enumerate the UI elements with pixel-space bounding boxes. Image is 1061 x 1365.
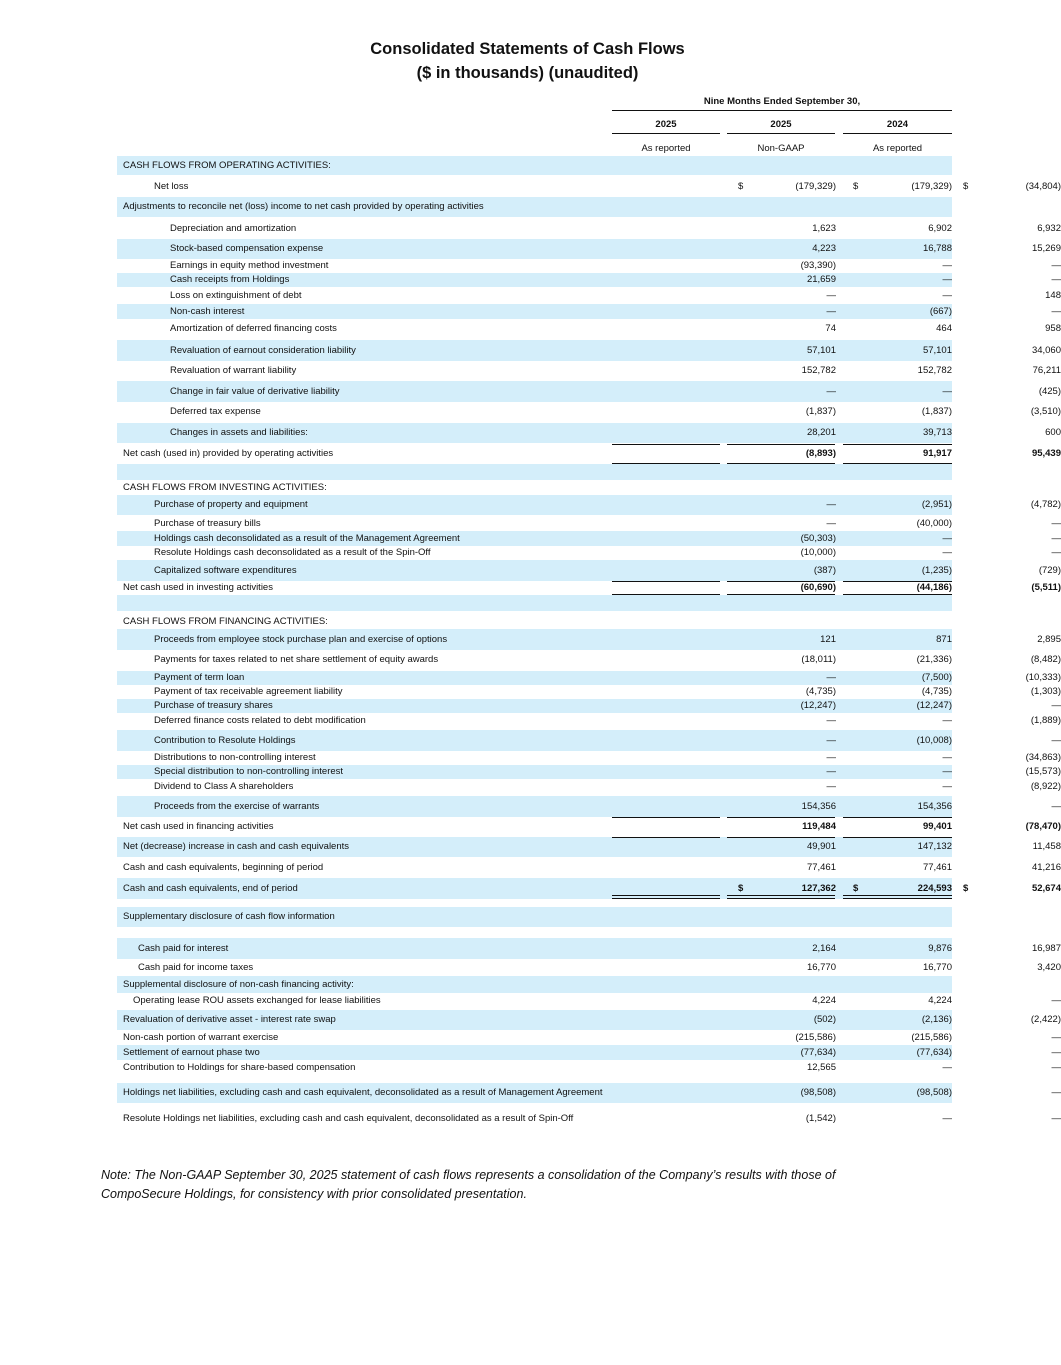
column-year-3: 2024 [886,119,909,130]
subtotal-rule [843,581,952,582]
table-row [117,361,1061,381]
row-label: Changes in assets and liabilities: [170,427,308,438]
column-year-1: 2025 [655,119,677,130]
value-cell: 127,362 [801,883,836,894]
value-cell: (50,303) [800,533,836,544]
value-cell: (98,508) [800,1087,836,1098]
value-cell: 15,269 [1031,243,1061,254]
spacer-row [117,464,952,480]
value-cell: — [1051,995,1061,1006]
row-label: Non-cash interest [170,306,245,317]
column-basis-1: As reported [641,143,691,154]
row-label: Amortization of deferred financing costs [170,323,337,334]
value-cell: (77,634) [916,1047,952,1058]
row-label: Cash paid for income taxes [138,962,254,973]
table-row [117,273,1061,287]
row-label: Distributions to non-controlling interest [154,752,316,763]
value-cell: 91,917 [922,448,952,459]
value-cell: (215,586) [795,1032,836,1043]
value-cell: 4,224 [812,995,836,1006]
row-label: Holdings net liabilities, excluding cash and cash equivalent, deconsolidated as a result of Management Agreement [123,1087,603,1098]
row-label: Revaluation of warrant liability [170,365,297,376]
period-underline [612,110,952,111]
table-row [117,907,952,927]
value-cell: 3,420 [1037,962,1061,973]
value-cell: 464 [936,323,952,334]
table-row [117,837,1061,857]
value-cell: (60,690) [800,582,836,593]
value-cell: — [942,752,952,763]
value-cell: (18,011) [801,654,836,665]
value-cell: — [826,386,836,397]
row-label: Net (decrease) increase in cash and cash equivalents [123,841,350,852]
row-label: Net loss [154,181,189,192]
table-row [117,531,1061,546]
value-cell: 77,461 [922,862,952,873]
value-cell: (15,573) [1025,766,1061,777]
value-cell: 119,484 [802,821,836,832]
table-row [117,197,952,217]
value-cell: (502) [813,1014,836,1025]
value-cell: 4,224 [928,995,952,1006]
column-year-1-underline [612,133,720,134]
value-cell: (34,804) [1025,181,1061,192]
table-row [117,817,1061,837]
table-row [117,560,1061,581]
table-row [117,796,1061,817]
value-cell: 958 [1045,323,1061,334]
value-cell: (4,735) [921,686,952,697]
row-label: Proceeds from the exercise of warrants [154,801,320,812]
value-cell: 57,101 [922,345,952,356]
value-cell: (10,333) [1025,672,1061,683]
table-row [117,629,1061,650]
row-label: Payment of tax receivable agreement liability [154,686,343,697]
table-row [117,319,1061,339]
value-cell: (5,511) [1031,582,1061,593]
row-label: Special distribution to non-controlling interest [154,766,344,777]
row-label: CASH FLOWS FROM INVESTING ACTIVITIES: [123,482,327,493]
table-row [117,858,1061,878]
table-row [117,1045,1061,1060]
value-cell: — [942,781,952,792]
value-cell: — [942,766,952,777]
row-label: Purchase of property and equipment [154,499,308,510]
row-label: Capitalized software expenditures [154,565,297,576]
row-label: Revaluation of derivative asset - interest rate swap [123,1014,336,1025]
subtotal-rule [727,817,835,818]
row-label: Non-cash portion of warrant exercise [123,1032,279,1043]
row-label: Depreciation and amortization [170,223,297,234]
value-cell: — [1051,801,1061,812]
table-row [117,713,1061,729]
value-cell: 28,201 [806,427,836,438]
value-cell: — [1051,735,1061,746]
value-cell: 154,356 [917,801,952,812]
value-cell: — [1051,1062,1061,1073]
table-row [117,1010,1061,1030]
value-cell: — [826,781,836,792]
value-cell: — [826,766,836,777]
value-cell: (40,000) [916,518,952,529]
row-label: Change in fair value of derivative liability [170,386,340,397]
subtotal-rule [612,817,720,818]
value-cell: (77,634) [800,1047,836,1058]
value-cell: — [942,1062,952,1073]
value-cell: (98,508) [916,1087,952,1098]
subtotal-rule [727,837,835,838]
value-cell: 121 [820,634,836,645]
value-cell: (215,586) [911,1032,952,1043]
row-label: Earnings in equity method investment [170,260,329,271]
table-row [117,480,952,495]
table-row [117,938,1061,959]
row-label: Payments for taxes related to net share settlement of equity awards [154,654,439,665]
value-cell: — [1051,518,1061,529]
currency-symbol: $ [963,883,969,894]
table-row [117,615,952,629]
value-cell: (78,470) [1025,821,1061,832]
currency-symbol: $ [738,883,744,894]
value-cell: 99,401 [922,821,952,832]
table-row [117,650,1061,670]
value-cell: — [1051,547,1061,558]
value-cell: 12,565 [806,1062,836,1073]
value-cell: — [1051,1032,1061,1043]
row-label: Adjustments to reconcile net (loss) income to net cash provided by operating activities [123,201,484,212]
value-cell: 16,770 [922,962,952,973]
value-cell: — [1051,1113,1061,1124]
footnote-line-1: Note: The Non-GAAP September 30, 2025 statement of cash flows represents a consolidation of the Company’s results with those of [101,1168,836,1182]
row-label: Operating lease ROU assets exchanged for lease liabilities [133,995,381,1006]
table-row [117,239,1061,259]
value-cell: 76,211 [1032,365,1061,376]
value-cell: 2,895 [1037,634,1061,645]
value-cell: 147,132 [917,841,952,852]
value-cell: (729) [1038,565,1061,576]
row-label: Resolute Holdings cash deconsolidated as a result of the Spin-Off [154,547,431,558]
value-cell: 52,674 [1031,883,1061,894]
table-row [117,156,952,175]
row-label: Contribution to Holdings for share-based compensation [123,1062,356,1073]
column-year-2-underline [727,133,835,134]
table-row [117,495,1061,515]
value-cell: (12,247) [800,700,836,711]
row-label: Loss on extinguishment of debt [170,290,302,301]
value-cell: 34,060 [1031,345,1061,356]
table-row [117,1083,1061,1103]
value-cell: (1,889) [1030,715,1061,726]
currency-symbol: $ [963,181,969,192]
table-row [117,699,1061,713]
value-cell: (8,482) [1030,654,1061,665]
table-row [117,1030,1061,1045]
value-cell: (8,922) [1030,781,1061,792]
column-basis-2: Non-GAAP [757,143,805,154]
value-cell: (1,235) [921,565,952,576]
statement-subtitle: ($ in thousands) (unaudited) [416,64,639,82]
footnote [101,1166,951,1204]
value-cell: (179,329) [795,181,836,192]
table-row [117,1060,1061,1075]
value-cell: 16,770 [806,962,836,973]
subtotal-rule [727,444,835,445]
row-label: Net cash (used in) provided by operating activities [123,448,334,459]
column-basis-3: As reported [872,143,923,154]
row-label: CASH FLOWS FROM FINANCING ACTIVITIES: [123,616,328,627]
table-row [117,685,1061,699]
table-row [117,671,1061,685]
row-label: Holdings cash deconsolidated as a result of the Management Agreement [154,533,460,544]
value-cell: — [826,518,836,529]
table-row [117,444,1061,464]
row-label: Dividend to Class A shareholders [154,781,294,792]
column-year-3-underline [843,133,952,134]
value-cell: — [826,752,836,763]
value-cell: — [826,715,836,726]
value-cell: (4,782) [1030,499,1061,510]
table-row [117,546,1061,560]
value-cell: 1,623 [812,223,836,234]
table-row [117,976,952,993]
value-cell: — [826,499,836,510]
value-cell: — [1051,1047,1061,1058]
value-cell: — [942,386,952,397]
value-cell: (3,510) [1030,406,1061,417]
value-cell: 95,439 [1031,448,1061,459]
footnote-line-2: CompoSecure Holdings, for consistency with prior consolidated presentation. [101,1187,527,1201]
value-cell: (12,247) [916,700,952,711]
value-cell: (179,329) [911,181,952,192]
currency-symbol: $ [853,181,859,192]
row-label: Purchase of treasury bills [154,518,261,529]
value-cell: (7,500) [921,672,952,683]
value-cell: — [826,735,836,746]
value-cell: (425) [1038,386,1061,397]
value-cell: 16,788 [922,243,952,254]
table-row [117,959,1061,976]
table-row [117,423,1061,443]
table-row [117,340,1061,361]
value-cell: — [942,290,952,301]
subtotal-rule [843,817,952,818]
column-year-2: 2025 [770,119,792,130]
subtotal-rule [843,444,952,445]
table-row [117,516,1061,531]
table-row [117,751,1061,765]
table-row [117,218,1061,239]
row-label: Cash and cash equivalents, beginning of period [123,862,324,873]
value-cell: 6,932 [1037,223,1061,234]
table-row [117,177,1061,197]
row-label: Cash paid for interest [138,943,229,954]
row-label: Cash receipts from Holdings [170,274,290,285]
spacer-row [117,595,952,611]
currency-symbol: $ [853,883,859,894]
value-cell: (2,136) [921,1014,952,1025]
value-cell: — [1051,260,1061,271]
row-label: CASH FLOWS FROM OPERATING ACTIVITIES: [123,160,331,171]
value-cell: — [942,260,952,271]
value-cell: (21,336) [916,654,952,665]
table-row [117,259,1061,273]
value-cell: — [942,274,952,285]
value-cell: (34,863) [1025,752,1061,763]
value-cell: 77,461 [806,862,836,873]
value-cell: (1,303) [1030,686,1061,697]
table-row [117,402,1061,422]
value-cell: 21,659 [806,274,836,285]
value-cell: (4,735) [805,686,836,697]
value-cell: 2,164 [812,943,836,954]
table-row [117,779,1061,795]
row-label: Proceeds from employee stock purchase plan and exercise of options [154,634,448,645]
value-cell: — [942,547,952,558]
value-cell: 16,987 [1031,943,1061,954]
value-cell: 600 [1045,427,1061,438]
value-cell: — [1051,1087,1061,1098]
spacer-row [117,1075,952,1083]
value-cell: 152,782 [917,365,952,376]
row-label: Cash and cash equivalents, end of period [123,883,298,894]
row-label: Purchase of treasury shares [154,700,273,711]
value-cell: 9,876 [928,943,952,954]
value-cell: 74 [825,323,836,334]
value-cell: 148 [1045,290,1061,301]
row-label: Net cash used in financing activities [123,821,274,832]
value-cell: 11,458 [1032,841,1061,852]
value-cell: (8,893) [805,448,836,459]
value-cell: — [942,715,952,726]
value-cell: — [942,533,952,544]
value-cell: — [826,306,836,317]
subtotal-rule [727,581,835,582]
table-row [117,730,1061,751]
value-cell: (387) [813,565,836,576]
value-cell: — [1051,700,1061,711]
value-cell: — [942,1113,952,1124]
value-cell: — [1051,306,1061,317]
value-cell: 57,101 [806,345,836,356]
value-cell: 39,713 [922,427,952,438]
table-row [117,993,1061,1009]
table-row [117,765,1061,779]
row-label: Stock-based compensation expense [170,243,324,254]
table-row [117,581,1061,595]
value-cell: 871 [936,634,952,645]
table-row [117,287,1061,304]
row-label: Net cash used in investing activities [123,582,273,593]
value-cell: (1,837) [921,406,952,417]
row-label: Contribution to Resolute Holdings [154,735,296,746]
value-cell: (1,542) [805,1113,836,1124]
value-cell: 49,901 [806,841,836,852]
value-cell: (2,951) [921,499,952,510]
value-cell: (44,186) [916,582,952,593]
period-header: Nine Months Ended September 30, [703,96,861,107]
value-cell: — [826,290,836,301]
table-row [117,381,1061,402]
value-cell: (10,008) [916,735,952,746]
value-cell: (93,390) [800,260,836,271]
value-cell: (1,837) [805,406,836,417]
row-label: Resolute Holdings net liabilities, excluding cash and cash equivalent, deconsolidated as a result of Spin-Off [123,1113,574,1124]
row-label: Revaluation of earnout consideration liability [170,345,356,356]
value-cell: 224,593 [917,883,952,894]
value-cell: 154,356 [801,801,836,812]
value-cell: (2,422) [1030,1014,1061,1025]
value-cell: — [1051,533,1061,544]
value-cell: 4,223 [812,243,836,254]
statement-title: Consolidated Statements of Cash Flows [370,40,685,58]
subtotal-rule [612,837,720,838]
currency-symbol: $ [738,181,744,192]
value-cell: 152,782 [801,365,836,376]
row-label: Supplemental disclosure of non-cash financing activity: [123,979,354,990]
value-cell: 6,902 [928,223,952,234]
row-label: Deferred tax expense [170,406,261,417]
spacer-row [117,927,952,938]
row-label: Settlement of earnout phase two [123,1047,260,1058]
table-row [117,878,1061,899]
value-cell: — [1051,274,1061,285]
value-cell: (10,000) [800,547,836,558]
subtotal-rule [612,581,720,582]
subtotal-rule [612,444,720,445]
value-cell: 41,216 [1031,862,1061,873]
value-cell: — [826,672,836,683]
row-label: Supplementary disclosure of cash flow information [123,911,335,922]
row-label: Payment of term loan [154,672,245,683]
table-row [117,304,1061,319]
value-cell: (667) [929,306,952,317]
table-row [117,1109,1061,1129]
row-label: Deferred finance costs related to debt modification [154,715,366,726]
subtotal-rule [843,837,952,838]
